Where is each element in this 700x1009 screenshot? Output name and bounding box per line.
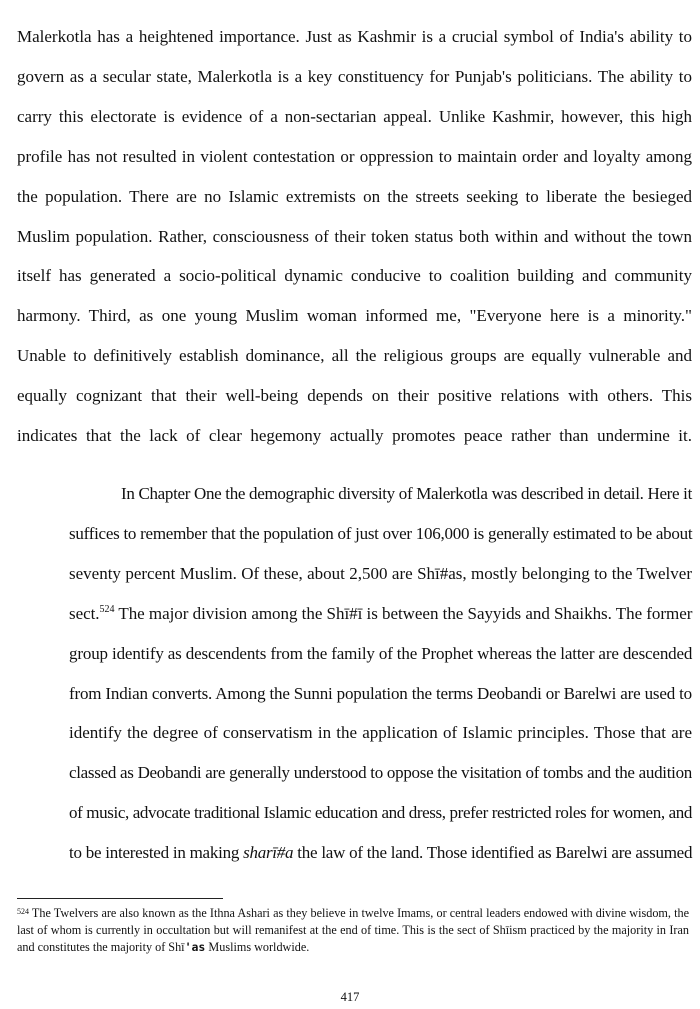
text-line: the population. There are no Islamic extremists on the streets seeking to liberate the besieged [17,186,692,206]
text-line: Unable to definitively establish dominance, all the religious groups are equally vulnerable and [17,346,692,366]
text-line: Muslim population. Rather, consciousness of their token status both within and without the town [17,226,692,246]
footnote-text: ism practiced by the majority in Iran and constitutes the majority of Shī [17,923,689,954]
text-line: govern as a secular state, Malerkotla is a key constituency for Punjab's politicians. The ability to [17,66,692,86]
text-line: profile has not resulted in violent contestation or oppression to maintain order and loyalty among [17,146,692,166]
text-line: group identify as descendents from the family of the Prophet whereas the latter are descended [69,643,693,663]
italic-term: sharī#a [243,843,294,863]
page-number: 417 [340,990,360,1004]
text-line: In Chapter One the demographic diversity of Malerkotla was described in detail. Here it [121,484,692,503]
text-line [17,594,692,634]
text-line: identify the degree of conservatism in the application of Islamic principles. Those that are [69,723,692,743]
text-line: equally cognizant that their well-being depends on their positive relations with others. This [17,386,692,406]
text-fragment: the law of the land. Those identified as Barelwi are assumed [293,843,693,863]
body-paragraph-2 [17,474,692,873]
text-fragment: to be interested in making [69,843,244,863]
text-line: suffices to remember that the population of just over 106,000 is generally estimated to be about [69,523,693,543]
text-line: of music, advocate traditional Islamic education and dress, prefer restricted roles for women, and [69,803,692,823]
text-line: itself has generated a socio-political dynamic conducive to coalition building and community [17,266,692,286]
text-line: from Indian converts. Among the Sunni population the terms Deobandi or Barelwi are used to [69,683,692,703]
text-fragment: The major division among the Shī#ī is between the Sayyids and Shaikhs. The former [114,603,693,623]
footnote-text: The Twelvers are also known as the Ithna Ashari as they believe in twelve Imams, or central leaders endowed with divine wisdom, the last of whom is currently in occultation but will remanifest at the end of time. This is the sect of Shī [17,906,689,937]
body-paragraph-1 [17,17,692,456]
footnote-reference[interactable]: 524 [99,603,115,615]
text-fragment: sect. [69,603,100,623]
text-line: Malerkotla has a heightened importance. Just as Kashmir is a crucial symbol of India's ability to [17,27,692,46]
footnote [17,905,689,956]
footnote-divider [17,898,223,899]
text-line: classed as Deobandi are generally understood to oppose the visitation of tombs and the audition [69,763,692,783]
text-line: seventy percent Muslim. Of these, about 2,500 are Shī#as, mostly belonging to the Twelver [69,563,692,583]
footnote-text-mono: 'as [184,940,206,954]
text-line: indicates that the lack of clear hegemony actually promotes peace rather than undermine it. [17,426,692,446]
text-line: harmony. Third, as one young Muslim woman informed me, "Everyone here is a minority." [17,306,692,326]
text-line [17,833,692,873]
footnote-text: Muslims worldwide. [205,940,310,954]
text-line: carry this electorate is evidence of a non-sectarian appeal. Unlike Kashmir, however, this high [17,106,692,126]
footnote-number: 524 [17,907,29,916]
